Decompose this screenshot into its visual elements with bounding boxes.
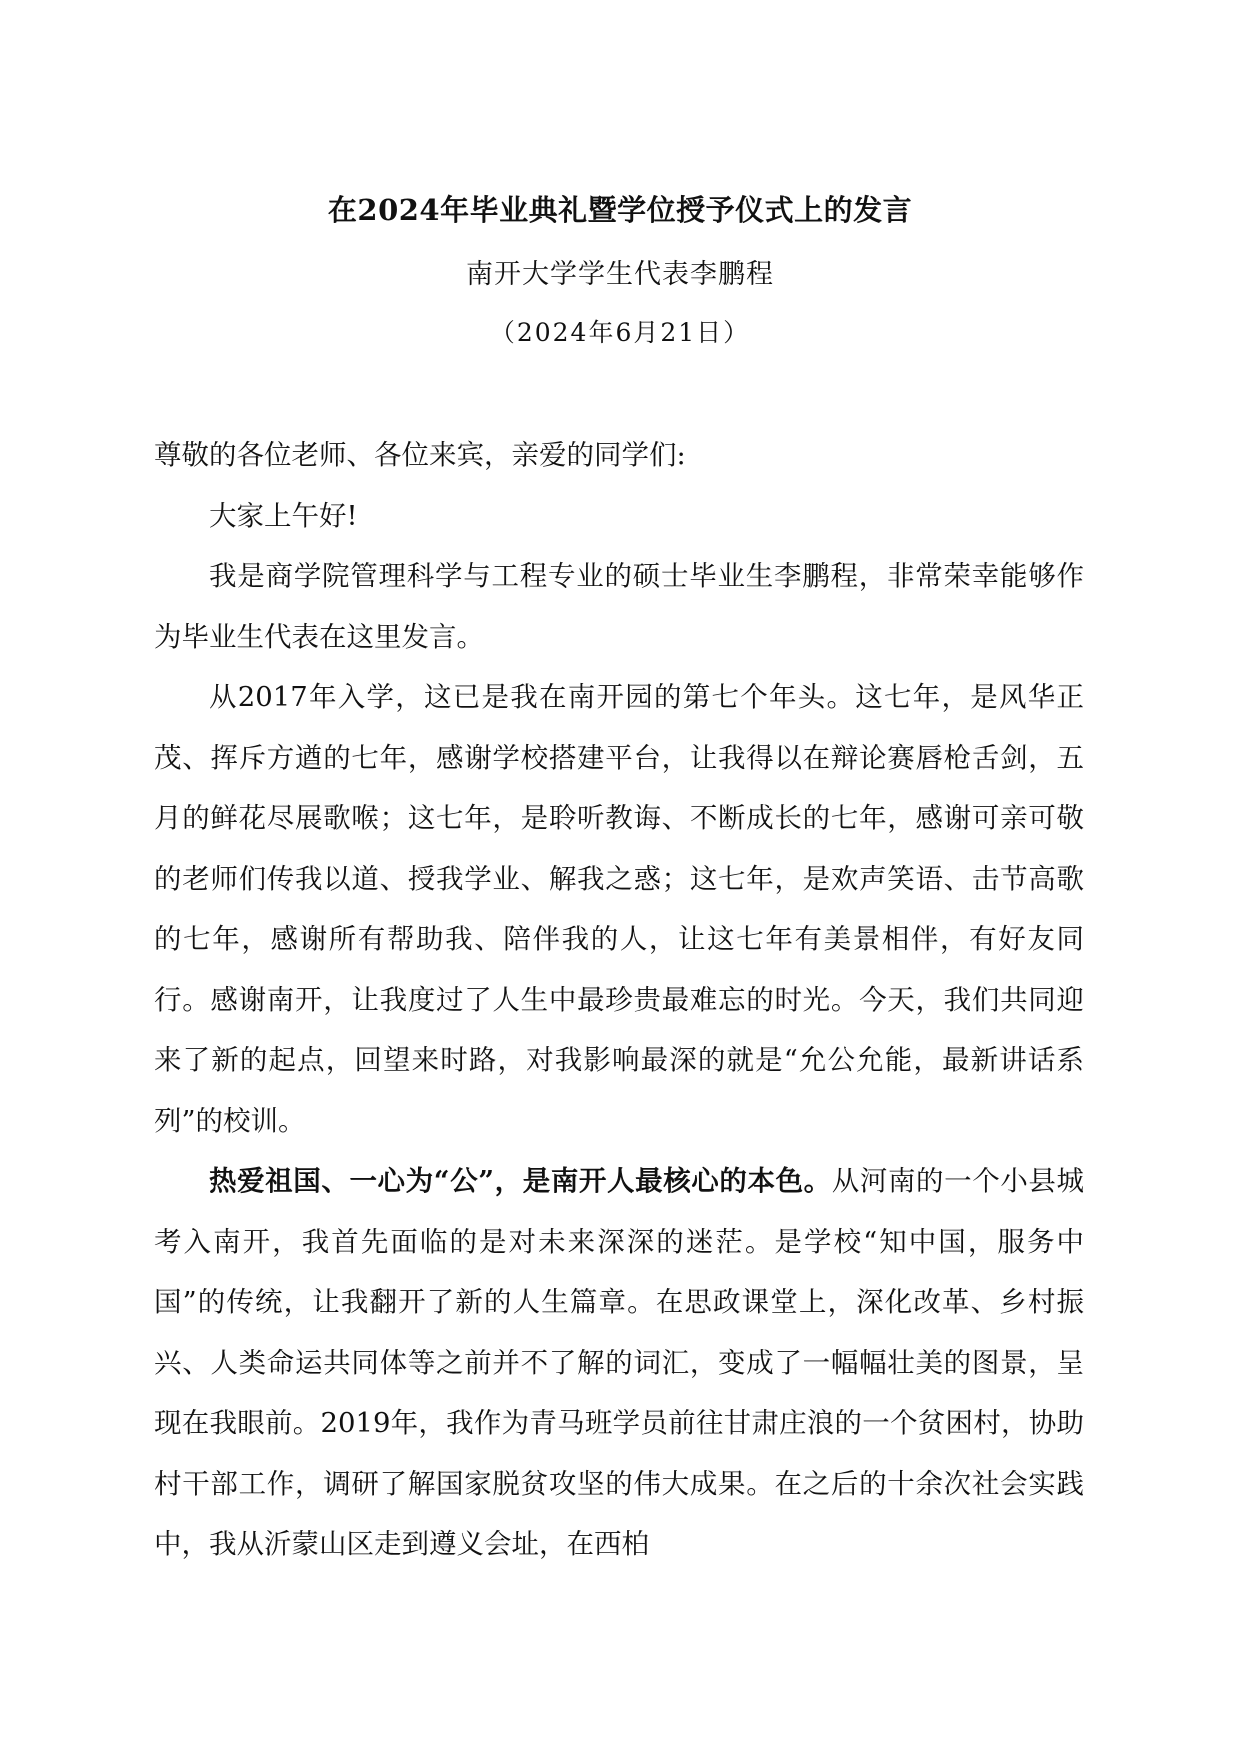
speech-body: [154, 425, 1084, 1575]
speaker-byline: 南开大学学生代表李鹏程: [466, 259, 774, 290]
patriotism-paragraph-text: 从河南的一个小县城考入南开，我首先面临的是对未来深深的迷茫。是学校“知中国，服务中国”的传统，让我翻开了新的人生篇章。在思政课堂上，深化改革、乡村振兴、人类命运共同体等之前并不了解的词汇，变成了一幅幅壮美的图景，呈现在我眼前。2019年，我作为青马班学员前往甘肃庄浪的一个贫困村，协助村干部工作，调研了解国家脱贫攻坚的伟大成果。在之后的十余次社会实践中，我从沂蒙山区走到遵义会址，在西柏: [154, 1165, 1085, 1560]
salutation: 尊敬的各位老师、各位来宾，亲爱的同学们:: [154, 439, 686, 471]
speech-title: 在2024年毕业典礼暨学位授予仪式上的发言: [327, 193, 913, 227]
intro-paragraph: 我是商学院管理科学与工程专业的硕士毕业生李鹏程，非常荣幸能够作为毕业生代表在这里发言。: [154, 560, 1084, 653]
patriotism-lead-sentence: 热爱祖国、一心为“公”，是南开人最核心的本色。: [209, 1165, 832, 1197]
seven-years-paragraph: 从2017年入学，这已是我在南开园的第七个年头。这七年，是风华正茂、挥斥方遒的七年，感谢学校搭建平台，让我得以在辩论赛唇枪舌剑，五月的鲜花尽展歌喉；这七年，是聆听教诲、不断成长的七年，感谢可亲可敬的老师们传我以道、授我学业、解我之惑；这七年，是欢声笑语、击节高歌的七年，感谢所有帮助我、陪伴我的人，让这七年有美景相伴，有好友同行。感谢南开，让我度过了人生中最珍贵最难忘的时光。今天，我们共同迎来了新的起点，回望来时路，对我影响最深的就是“允公允能，最新讲话系列”的校训。: [154, 681, 1084, 1137]
patriotism-paragraph: [154, 1151, 1084, 1575]
speech-date: （2024年6月21日）: [489, 318, 751, 347]
greeting: 大家上午好!: [209, 499, 358, 532]
